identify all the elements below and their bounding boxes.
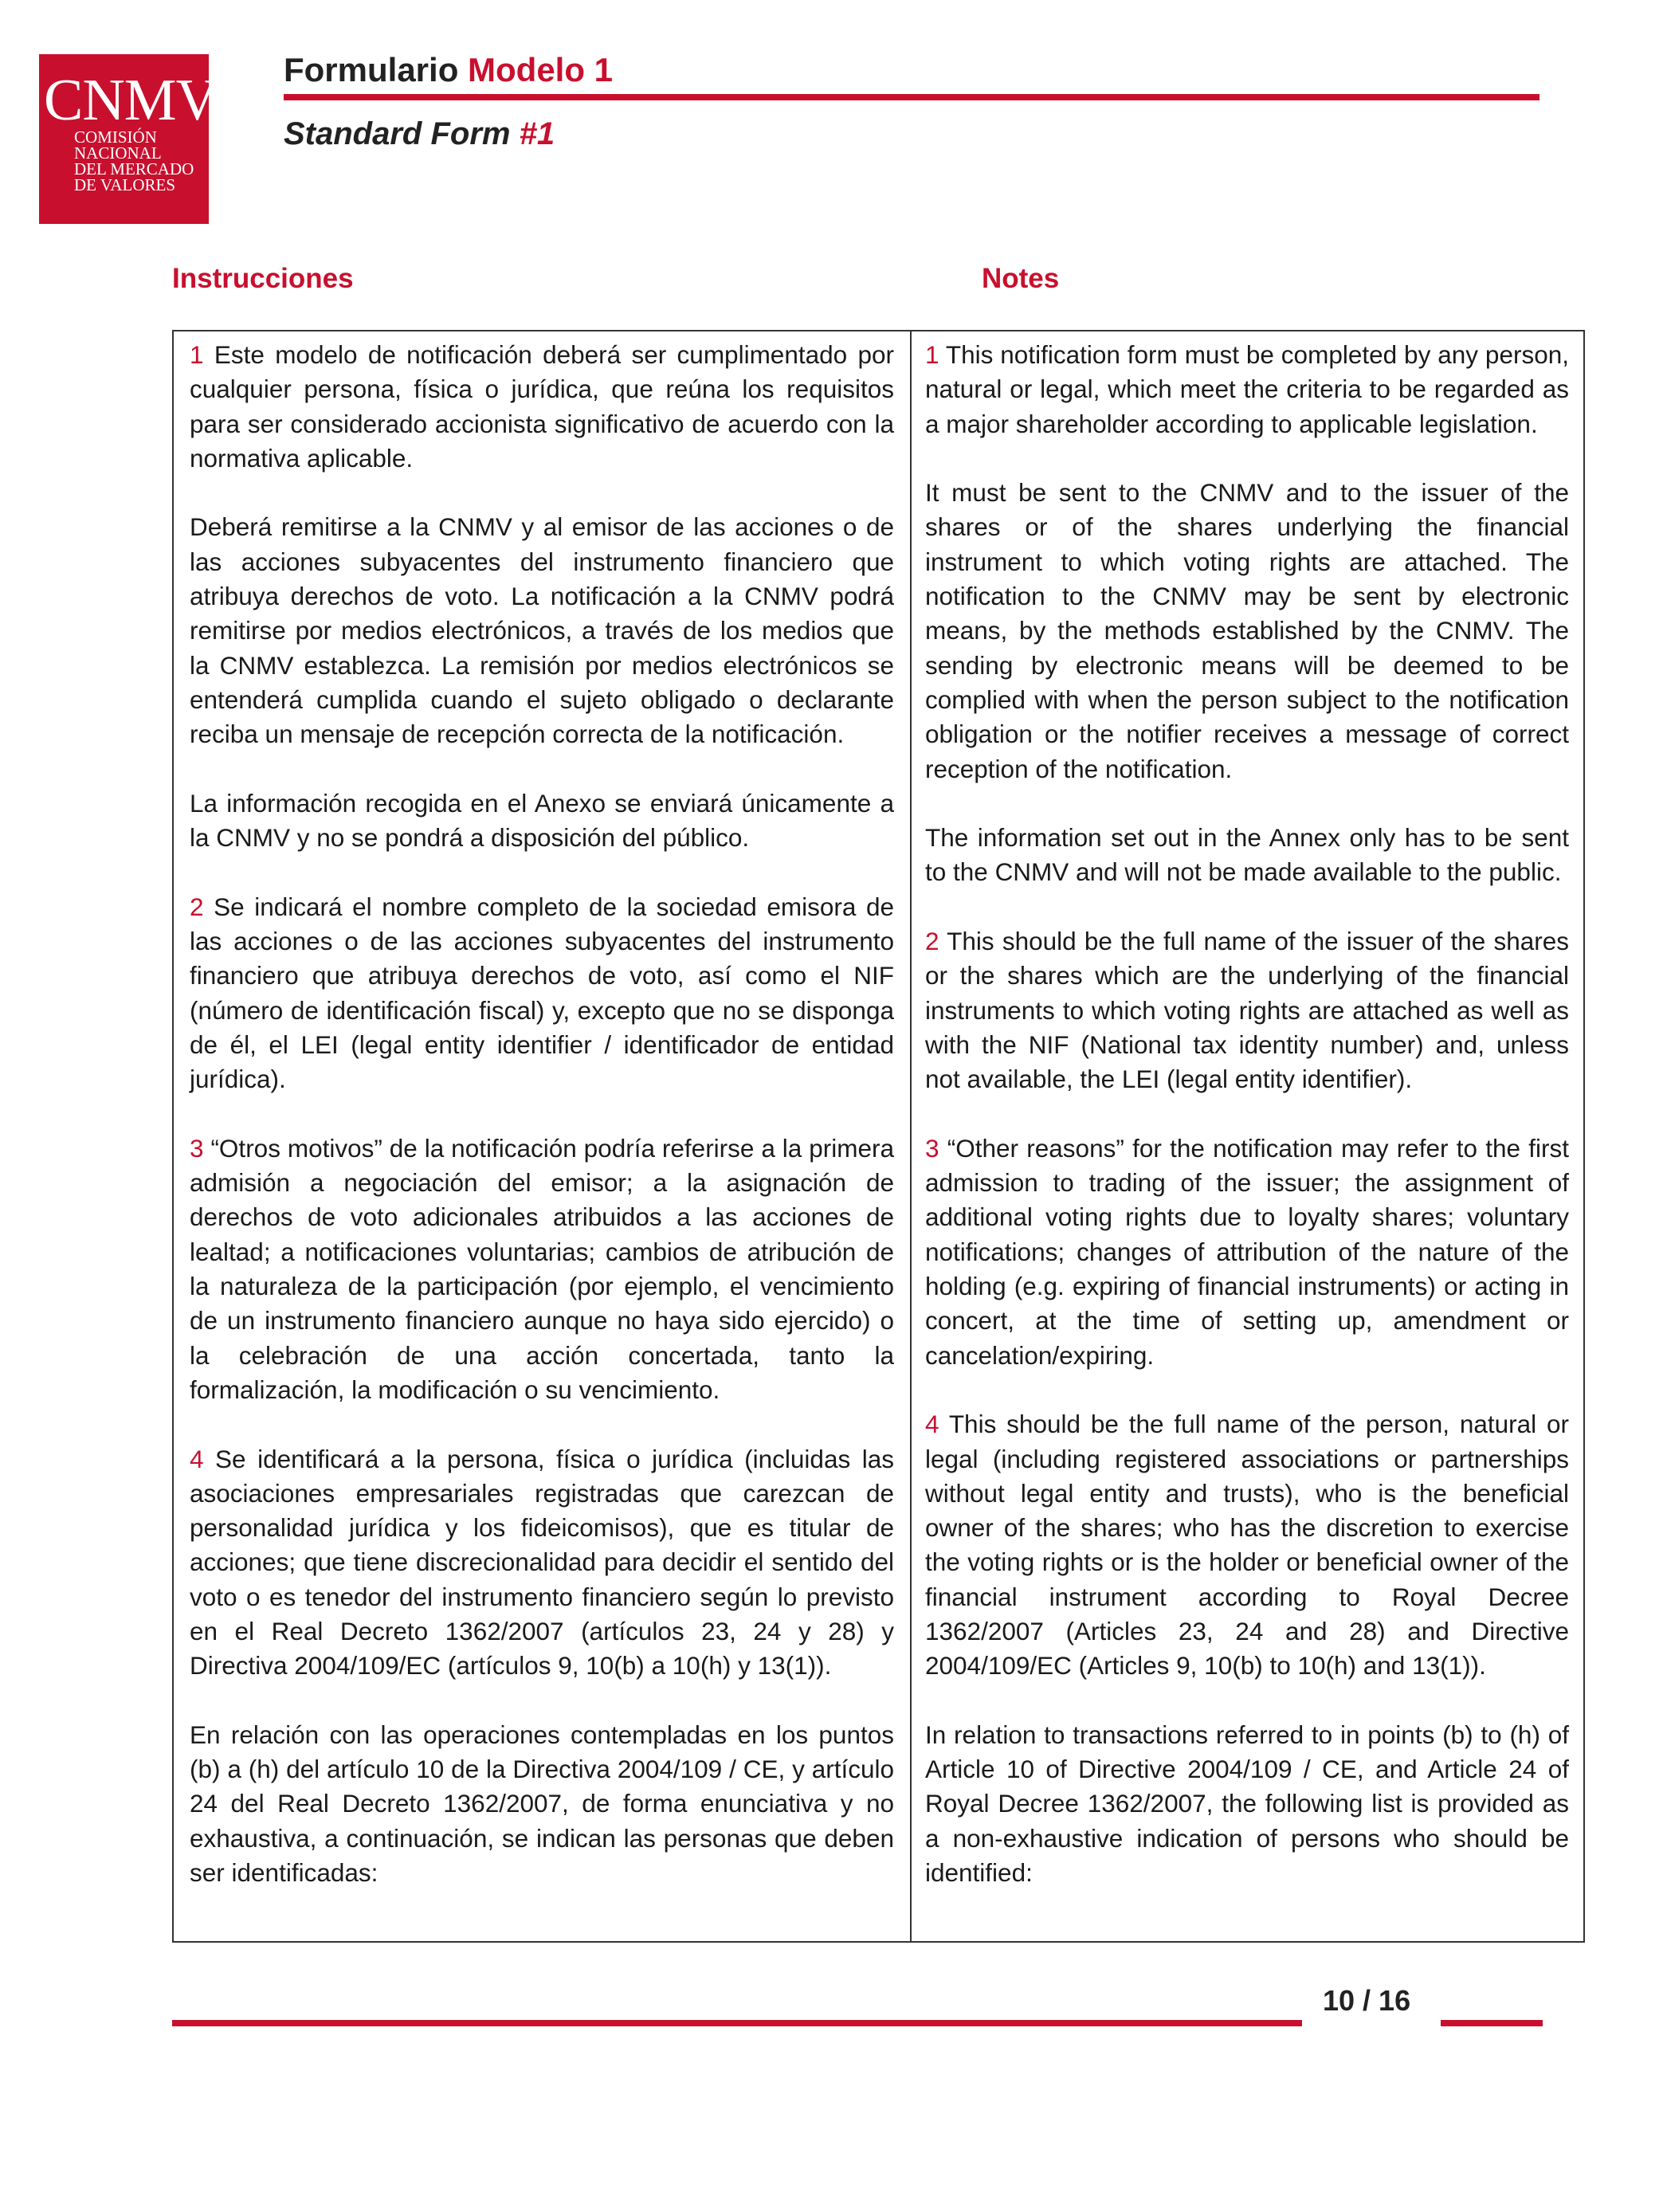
paragraph — [190, 890, 894, 1097]
paragraph: Deberá remitirse a la CNMV y al emisor de las acciones o de las acciones subyacentes del instrumento financiero que atribuya derechos de voto. La notificación a la CNMV podrá remitirse por medios electrónicos, a través de los medios que la CNMV establezca. La remisión por medios electrónicos se entenderá cumplida cuando el sujeto obligado o declarante reciba un mensaje de recepción correcta de la notificación. — [190, 512, 894, 749]
heading-instrucciones: Instrucciones — [172, 263, 354, 294]
note-number: 4 — [190, 1444, 204, 1473]
heading-notes: Notes — [982, 263, 1060, 294]
paragraph-text: “Other reasons” for the notification may refer to the first admission to trading of the issuer; the assignment of additional voting rights due to loyalty shares; voluntary notifications; changes of attribution of the nature of the holding (e.g. expiring of financial instruments) or acting in concert, at the time of setting up, amendment or cancelation/expiring. — [925, 1133, 1569, 1370]
paragraph: En relación con las operaciones contempladas en los puntos (b) a (h) del artículo 10 de la Directiva 2004/109 / CE, y artículo 24 del Real Decreto 1362/2007, de forma enunciativa y no exhaustiva, a continuación, se indican las personas que deben ser identificadas: — [190, 1720, 894, 1888]
paragraph — [190, 1442, 894, 1684]
title-part: Formulario — [284, 51, 469, 88]
paragraph — [925, 1407, 1569, 1683]
footer-rule-right — [1441, 2020, 1543, 2026]
paragraph-text: Se identificará a la persona, física o jurídica (incluidas las asociaciones empresariales registradas que carezcan de personalidad jurídica y los fideicomisos), que es titular de acciones; que tiene discrecionalidad para decidir el sentido del voto o es tenedor del instrumento financiero según lo previsto en el Real Decreto 1362/2007 (artículos 23, 24 y 28) y Directiva 2004/109/EC (artículos 9, 10(b) a 10(h) y 13(1)). — [190, 1444, 894, 1681]
paragraph-text: This should be the full name of the issuer of the shares or the shares which are the underlying of the financial instruments to which voting rights are attached as well as with the NIF (National tax identity number) and, unless not available, the LEI (legal entity identifier). — [925, 927, 1569, 1094]
logo-wordmark: CNMV — [44, 68, 218, 133]
paragraph: La información recogida en el Anexo se enviará únicamente a la CNMV y no se pondrá a disposición del público. — [190, 788, 894, 853]
paragraph — [190, 338, 894, 476]
note-number: 2 — [190, 892, 204, 921]
paragraph: The information set out in the Annex only has to be sent to the CNMV and will not be made available to the public. — [925, 823, 1569, 887]
paragraph-text: Este modelo de notificación deberá ser cumplimentado por cualquier persona, física o jurídica, que reúna los requisitos para ser considerado accionista significativo de acuerdo con la normativa aplicable. — [190, 340, 894, 473]
title-model: Modelo 1 — [468, 51, 614, 88]
note-number: 1 — [925, 340, 939, 369]
page-subtitle — [284, 116, 555, 152]
subtitle-number: #1 — [519, 116, 555, 151]
logo-line: DE VALORES — [74, 175, 175, 194]
logo-line: DEL MERCADO — [74, 159, 194, 178]
paragraph: In relation to transactions referred to in points (b) to (h) of Article 10 of Directive 2004/109 / CE, and Article 24 of Royal Decree 1362/2007, the following list is provided as a non-exhaustive indication of persons who should be identified: — [925, 1720, 1569, 1888]
note-number: 3 — [190, 1133, 204, 1163]
footer-rule-left — [172, 2020, 1302, 2026]
paragraph — [925, 924, 1569, 1096]
paragraph — [925, 1131, 1569, 1373]
paragraph — [190, 1131, 894, 1407]
note-number: 2 — [925, 927, 939, 956]
note-number: 4 — [925, 1410, 939, 1439]
paragraph: It must be sent to the CNMV and to the issuer of the shares or of the shares underlying the financial instrument to which voting rights are attached. The notification to the CNMV may be sent by electronic means, by the methods established by the CNMV. The sending by electronic means will be deemed to be complied with when the person subject to the notification obligation or the notifier receives a message of correct reception of the notification. — [925, 478, 1569, 783]
paragraph-text: This notification form must be completed by any person, natural or legal, which meet the criteria to be regarded as a major shareholder according to applicable legislation. — [925, 340, 1569, 438]
paragraph-text: Se indicará el nombre completo de la sociedad emisora de las acciones o de las acciones subyacentes del instrumento financiero que atribuya derechos de voto, así como el NIF (número de identificación fiscal) y, excepto que no se disponga de él, el LEI (legal entity identifier / identificador de entidad jurídica). — [190, 892, 894, 1094]
page-title — [284, 51, 613, 89]
page-number: 10 / 16 — [1323, 1984, 1411, 2017]
logo-subtext — [74, 129, 209, 193]
header-rule — [284, 94, 1539, 100]
column-divider — [910, 330, 912, 1943]
logo-line: COMISIÓN — [74, 127, 157, 147]
left-column-text — [190, 338, 894, 1925]
note-number: 3 — [925, 1133, 939, 1163]
subtitle-part: Standard Form — [284, 116, 520, 151]
logo-line: NACIONAL — [74, 143, 162, 163]
paragraph — [925, 338, 1569, 441]
right-column-text — [925, 338, 1569, 1925]
cnmv-logo — [39, 54, 218, 224]
note-number: 1 — [190, 340, 204, 369]
paragraph-text: “Otros motivos” de la notificación podría referirse a la primera admisión a negociación del emisor; a la asignación de derechos de voto adicionales atribuidos a las acciones de lealtad; a notificaciones voluntarias; cambios de atribución de la naturaleza de la participación (por ejemplo, el vencimiento de un instrumento financiero aunque no haya sido ejercido) o la celebración de una acción concertada, tanto la formalización, la modificación o su vencimiento. — [190, 1133, 894, 1404]
paragraph-text: This should be the full name of the person, natural or legal (including registered associations or partnerships without legal entity and trusts), who is the beneficial owner of the shares; who has the discretion to exercise the voting rights or is the holder or beneficial owner of the financial instrument according to Royal Decree 1362/2007 (Articles 23, 24 and 28) and Directive 2004/109/EC (Articles 9, 10(b) to 10(h) and 13(1)). — [925, 1410, 1569, 1681]
